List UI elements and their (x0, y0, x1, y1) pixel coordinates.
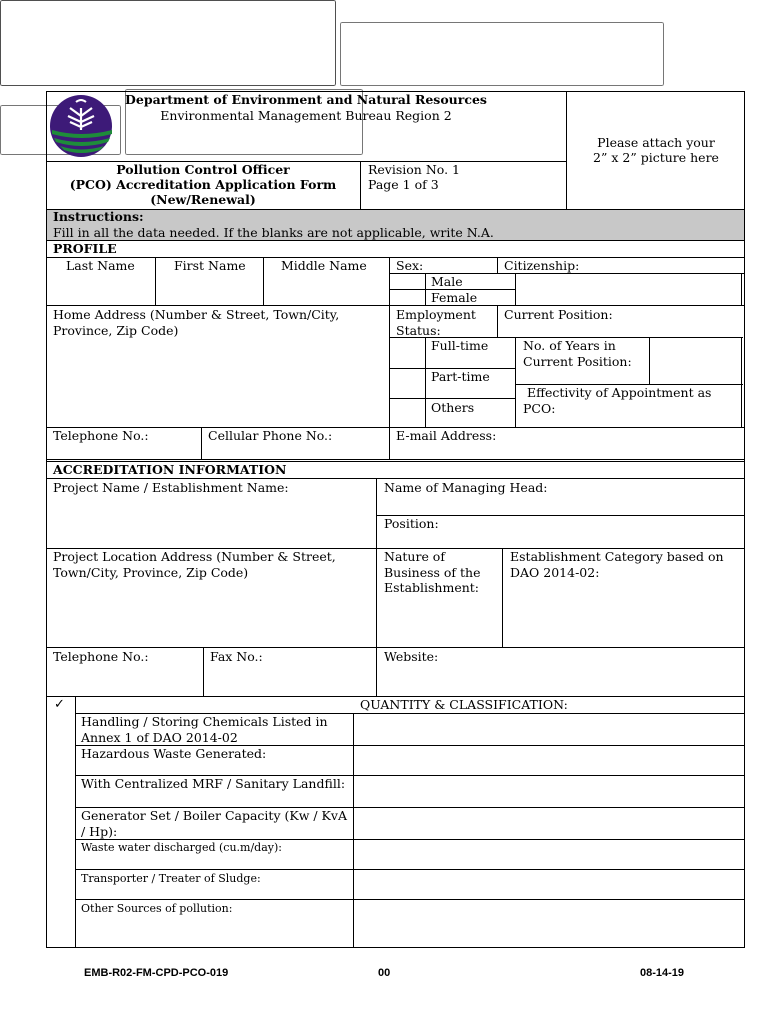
divider (497, 257, 498, 273)
sex-male-label: Male (431, 274, 463, 289)
row-other-sources-quantity[interactable] (358, 904, 740, 942)
part-time-checkbox[interactable] (390, 369, 425, 398)
telephone-label: Telephone No.: (53, 428, 149, 443)
divider (649, 337, 650, 384)
divider (515, 273, 516, 306)
row-waste-water-check[interactable] (47, 840, 75, 869)
agency-name: Department of Environment and Natural Resources (125, 92, 487, 107)
last-name-label: Last Name (66, 258, 135, 273)
row-chemicals-quantity[interactable] (358, 718, 740, 740)
row-generator-set-check[interactable] (47, 808, 75, 839)
project-name-label: Project Name / Establishment Name: (53, 480, 289, 495)
position-input[interactable] (450, 520, 740, 544)
effectivity-label: Effectivity of Appointment as PCO: (523, 385, 712, 416)
accreditation-heading: ACCREDITATION INFORMATION (53, 462, 287, 477)
others-label: Others (431, 400, 475, 415)
first-name-input[interactable] (159, 280, 259, 300)
row-generator-set-label: Generator Set / Boiler Capacity (Kw / KvA / Hp): (81, 808, 347, 839)
employment-status-label: Employment Status: (396, 307, 476, 338)
form-title-line3: (New/Renewal) (150, 192, 256, 207)
row-mrf-landfill-label: With Centralized MRF / Sanitary Landfill: (81, 776, 346, 791)
profile-heading: PROFILE (53, 241, 117, 256)
current-position-input[interactable] (630, 309, 740, 333)
footer-date: 08-14-19 (640, 967, 685, 979)
sex-female-checkbox[interactable] (390, 290, 425, 305)
divider (75, 899, 745, 900)
row-mrf-landfill-quantity[interactable] (358, 780, 740, 802)
nature-of-business-label: Nature of Business of the Establishment: (384, 549, 481, 595)
divider (389, 427, 390, 460)
middle-name-label: Middle Name (281, 258, 367, 273)
footer-revision-code: 00 (378, 967, 391, 979)
divider (201, 427, 202, 460)
telephone-input[interactable] (52, 443, 196, 458)
project-location-input[interactable] (340, 22, 664, 86)
row-waste-water-label: Waste water discharged (cu.m/day): (81, 841, 282, 854)
photo-placeholder-line2: 2” x 2” picture here (593, 150, 719, 165)
years-in-position-label: No. of Years in Current Position: (523, 338, 632, 369)
years-in-position-input[interactable] (653, 342, 737, 380)
title-revision-divider (360, 161, 361, 210)
last-name-input[interactable] (50, 280, 150, 300)
instructions-heading: Instructions: (53, 209, 144, 224)
sex-label: Sex: (396, 258, 424, 273)
citizenship-label: Citizenship: (504, 258, 580, 273)
form-title-line2: (PCO) Accreditation Application Form (69, 177, 337, 192)
divider (741, 273, 742, 306)
citizenship-input[interactable] (519, 280, 737, 300)
row-mrf-landfill-check[interactable] (47, 776, 75, 807)
row-waste-water-quantity[interactable] (358, 843, 740, 865)
profile-heading-box (46, 240, 745, 258)
sex-female-label: Female (431, 290, 478, 305)
full-time-label: Full-time (431, 338, 489, 353)
divider (502, 548, 503, 648)
divider (497, 305, 498, 338)
divider (75, 696, 76, 948)
managing-head-label: Name of Managing Head: (384, 480, 548, 495)
instructions-text: Fill in all the data needed. If the blanks are not applicable, write N.A. (53, 225, 494, 240)
current-position-label: Current Position: (504, 307, 613, 322)
project-location-label: Project Location Address (Number & Street, Town/City, Province, Zip Code) (53, 549, 336, 580)
email-label: E-mail Address: (396, 428, 497, 443)
row-generator-set-quantity[interactable] (358, 812, 740, 834)
home-address-label: Home Address (Number & Street, Town/City, Province, Zip Code) (53, 307, 340, 338)
row-sludge-quantity[interactable] (358, 873, 740, 895)
divider (425, 337, 426, 428)
form-title-line1: Pollution Control Officer (116, 162, 290, 177)
divider (741, 337, 742, 428)
row-hazardous-waste-quantity[interactable] (358, 749, 740, 771)
row-chemicals-check[interactable] (47, 714, 75, 745)
row-other-sources-label: Other Sources of pollution: (81, 902, 233, 915)
managing-head-input[interactable] (382, 496, 740, 512)
divider (425, 273, 426, 306)
others-checkbox[interactable] (390, 399, 425, 427)
page-number: Page 1 of 3 (368, 177, 439, 192)
divider (515, 337, 516, 428)
home-address-input[interactable] (0, 0, 336, 86)
row-hazardous-waste-label: Hazardous Waste Generated: (81, 746, 267, 761)
position-label: Position: (384, 516, 439, 531)
quantity-classification-header: QUANTITY & CLASSIFICATION: (360, 697, 568, 712)
divider (75, 869, 745, 870)
project-telephone-label: Telephone No.: (53, 649, 149, 664)
category-label: Establishment Category based on DAO 2014-02: (510, 549, 724, 580)
bureau-name: Environmental Management Bureau Region 2 (160, 108, 452, 123)
checkmark-header: ✓ (54, 697, 65, 712)
divider (155, 257, 156, 306)
project-name-input[interactable] (52, 500, 370, 542)
project-telephone-input[interactable] (52, 667, 198, 691)
divider (353, 713, 354, 948)
full-time-checkbox[interactable] (390, 338, 425, 368)
divider (203, 647, 204, 697)
cellular-label: Cellular Phone No.: (208, 428, 333, 443)
middle-name-input[interactable] (267, 280, 385, 300)
revision-number: Revision No. 1 (368, 162, 460, 177)
divider (376, 478, 377, 648)
row-sludge-check[interactable] (47, 870, 75, 899)
row-sludge-label: Transporter / Treater of Sludge: (81, 872, 261, 885)
website-input[interactable] (382, 667, 740, 691)
fax-label: Fax No.: (210, 649, 263, 664)
first-name-label: First Name (174, 258, 246, 273)
denr-logo (48, 94, 116, 158)
fax-input[interactable] (208, 667, 372, 691)
part-time-label: Part-time (431, 369, 490, 384)
row-chemicals-label: Handling / Storing Chemicals Listed in Annex 1 of DAO 2014-02 (81, 714, 328, 745)
row-hazardous-waste-check[interactable] (47, 746, 75, 775)
photo-placeholder-line1: Please attach your (597, 135, 715, 150)
row-other-sources-check[interactable] (47, 900, 75, 947)
divider (376, 647, 377, 697)
website-label: Website: (384, 649, 439, 664)
email-input[interactable] (394, 443, 739, 458)
divider (263, 257, 264, 306)
cellular-input[interactable] (206, 443, 386, 458)
sex-male-checkbox[interactable] (390, 274, 425, 289)
footer-form-code: EMB-R02-FM-CPD-PCO-019 (84, 967, 229, 979)
